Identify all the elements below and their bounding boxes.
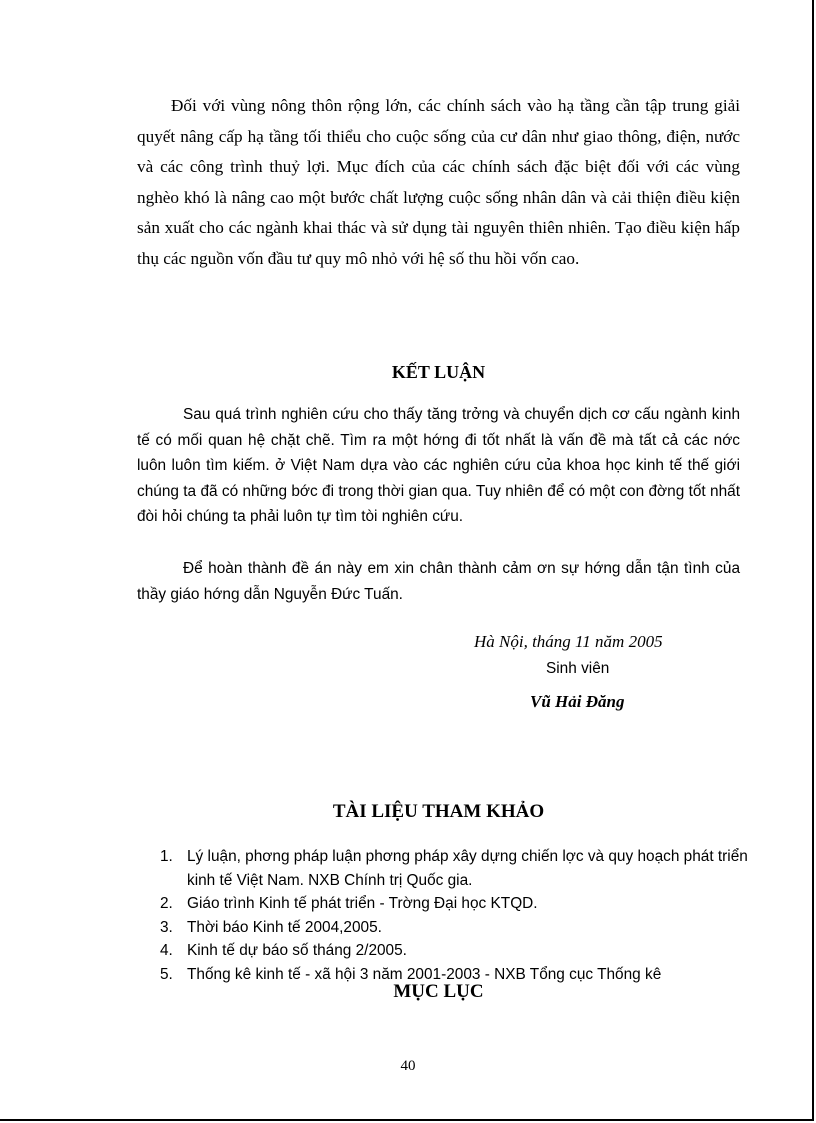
reference-text: Kinh tế dự báo số tháng 2/2005.: [187, 942, 407, 959]
references-heading: TÀI LIỆU THAM KHẢO: [332, 801, 545, 822]
signature-role: Sinh viên: [546, 660, 610, 677]
body-paragraph: [137, 91, 740, 274]
student-name: Vũ Hải Đăng: [530, 692, 625, 711]
toc-heading: MỤC LỤC: [393, 981, 484, 1002]
body-paragraph-text: Đối với vùng nông thôn rộng lớn, các chính sách vào hạ tầng cần tập trung giải quyết nâng cấp hạ tầng tối thiểu cho cuộc sống của cư dân như giao thông, điện, nước và các công trình thuỷ lợi. Mục đích của các chính sách đặc biệt đối với các vùng nghèo khó là nâng cao một bước chất lượng cuộc sống nhân dân và cải thiện điều kiện sản xuất cho các ngành khai thác và sử dụng tài nguyên thiên nhiên. Tạo điều kiện hấp thụ các nguồn vốn đầu tư quy mô nhỏ với hệ số thu hồi vốn cao.: [137, 96, 740, 268]
references-list: [160, 845, 750, 986]
reference-number: 4.: [160, 942, 173, 959]
reference-text: Giáo trình Kinh tế phát triển - Trờng Đại học KTQD.: [187, 895, 538, 912]
conclusion-paragraph-1: Sau quá trình nghiên cứu cho thấy tăng trởng và chuyển dịch cơ cấu ngành kinh tế có mối quan hệ chặt chẽ. Tìm ra một hớng đi tốt nhất là vấn đề mà tất cả các nớc luôn luôn tìm kiếm. ở Việt Nam dựa vào các nghiên cứu của khoa học kinh tế thế giới chúng ta đã có những bớc đi trong thời gian qua. Tuy nhiên để có một con đờng tốt nhất đòi hỏi chúng ta phải luôn tự tìm tòi nghiên cứu.: [137, 406, 740, 525]
reference-number: 2.: [160, 895, 173, 912]
page-number: 40: [400, 1058, 416, 1074]
reference-number: 5.: [160, 965, 173, 983]
conclusion-heading: KẾT LUẬN: [391, 362, 486, 382]
reference-text: Thời báo Kinh tế 2004,2005.: [187, 918, 382, 936]
reference-number: 1.: [160, 848, 173, 865]
reference-item: [160, 939, 750, 963]
reference-text: Thống kê kinh tế - xã hội 3 năm 2001-2003 - NXB Tổng cục Thống kê: [187, 965, 662, 983]
conclusion-paragraph-2: Để hoàn thành đề án này em xin chân thành cảm ơn sự hớng dẫn tận tình của thầy giáo hớng dẫn Nguyễn Đức Tuấn.: [137, 560, 740, 603]
reference-item: [160, 892, 750, 916]
reference-number: 3.: [160, 918, 173, 936]
reference-item: [160, 916, 750, 940]
place-date: Hà Nội, tháng 11 năm 2005: [474, 632, 663, 651]
reference-item: [160, 845, 750, 892]
reference-text: Lý luận, phơng pháp luận phơng pháp xây dựng chiến lợc và quy hoạch phát triển kinh tế Việt Nam. NXB Chính trị Quốc gia.: [187, 848, 748, 889]
